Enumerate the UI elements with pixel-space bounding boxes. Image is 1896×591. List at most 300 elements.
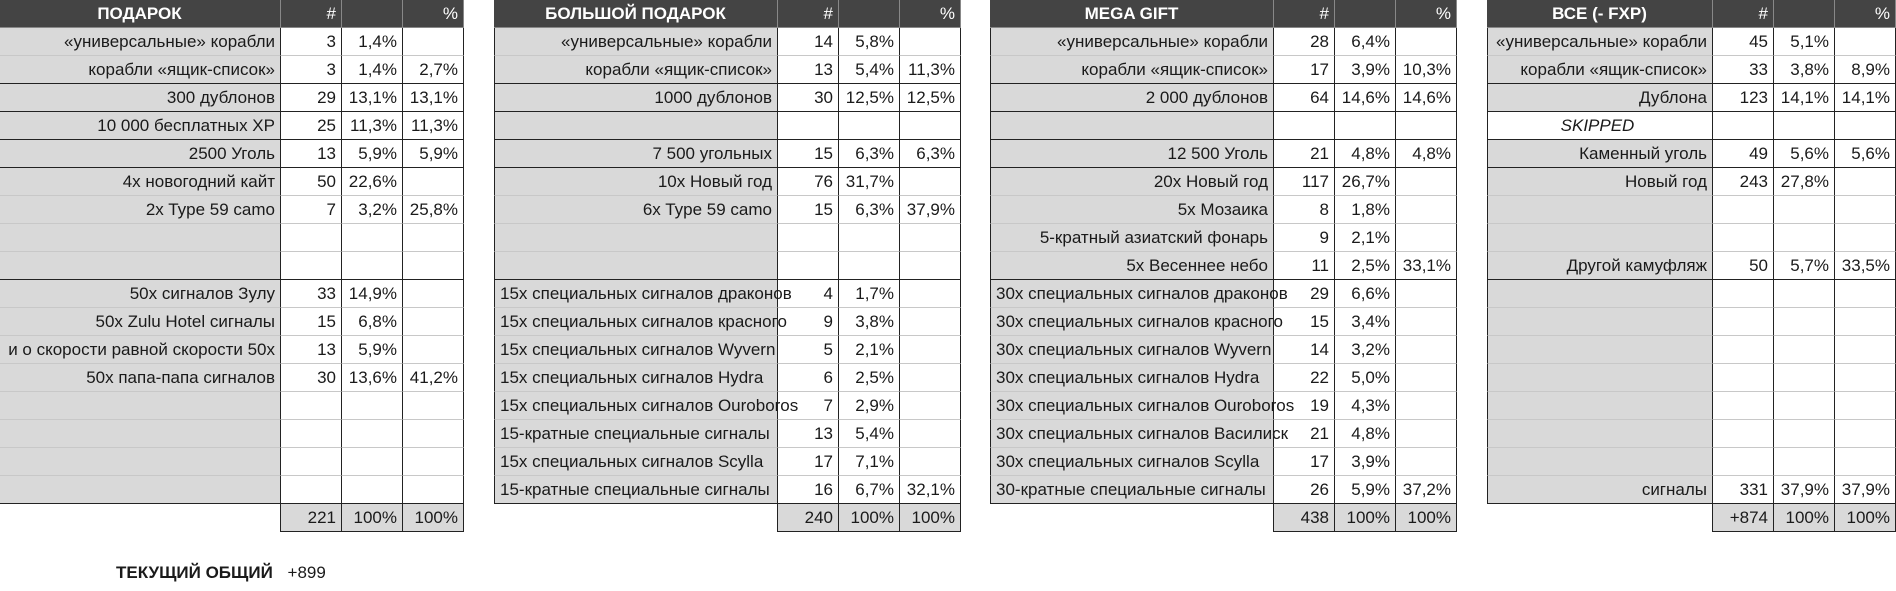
row-count: 33 bbox=[1713, 56, 1774, 84]
table-gift bbox=[0, 0, 464, 532]
row-name: Каменный уголь bbox=[1487, 140, 1713, 168]
row-count: 11 bbox=[1274, 252, 1335, 280]
row-percent: 5,6% bbox=[1774, 140, 1835, 168]
row-name: 50x сигналов Зулу bbox=[0, 280, 281, 308]
total-spacer bbox=[0, 504, 281, 532]
table-row bbox=[0, 140, 464, 168]
row-count bbox=[1713, 224, 1774, 252]
row-group-percent bbox=[403, 308, 464, 336]
row-count: 5 bbox=[778, 336, 839, 364]
row-count bbox=[778, 224, 839, 252]
row-percent: 3,9% bbox=[1335, 448, 1396, 476]
row-count: 14 bbox=[1274, 336, 1335, 364]
total-group-percent: 100% bbox=[1835, 504, 1896, 532]
row-count: 13 bbox=[281, 140, 342, 168]
row-group-percent: 5,6% bbox=[1835, 140, 1896, 168]
row-percent: 2,5% bbox=[1335, 252, 1396, 280]
row-percent: 2,1% bbox=[1335, 224, 1396, 252]
row-group-percent bbox=[1396, 448, 1457, 476]
row-percent bbox=[342, 476, 403, 504]
row-count: 243 bbox=[1713, 168, 1774, 196]
column-header-count: # bbox=[778, 0, 839, 28]
row-percent bbox=[1774, 112, 1835, 140]
row-percent bbox=[1774, 308, 1835, 336]
row-percent: 13,1% bbox=[342, 84, 403, 112]
row-count: 14 bbox=[778, 28, 839, 56]
row-percent: 5,0% bbox=[1335, 364, 1396, 392]
row-group-percent bbox=[900, 252, 961, 280]
total-count: +874 bbox=[1713, 504, 1774, 532]
row-group-percent bbox=[900, 336, 961, 364]
row-group-percent bbox=[1396, 196, 1457, 224]
row-count bbox=[1713, 112, 1774, 140]
row-name: 30x специальных сигналов драконов bbox=[990, 280, 1274, 308]
column-header-count: # bbox=[1713, 0, 1774, 28]
row-count: 29 bbox=[1274, 280, 1335, 308]
row-count: 16 bbox=[778, 476, 839, 504]
row-group-percent: 33,1% bbox=[1396, 252, 1457, 280]
row-name bbox=[1487, 280, 1713, 308]
row-name bbox=[494, 112, 778, 140]
row-name: 5x Мозаика bbox=[990, 196, 1274, 224]
row-group-percent bbox=[1396, 28, 1457, 56]
row-count: 15 bbox=[778, 140, 839, 168]
row-group-percent bbox=[403, 448, 464, 476]
row-percent: 3,8% bbox=[1774, 56, 1835, 84]
table-row bbox=[1487, 392, 1896, 420]
row-name: 15x специальных сигналов Hydra bbox=[494, 364, 778, 392]
row-group-percent bbox=[1396, 168, 1457, 196]
row-name: 30x специальных сигналов красного bbox=[990, 308, 1274, 336]
row-count: 64 bbox=[1274, 84, 1335, 112]
row-percent: 37,9% bbox=[1774, 476, 1835, 504]
row-percent: 1,7% bbox=[839, 280, 900, 308]
row-name: Новый год bbox=[1487, 168, 1713, 196]
row-name bbox=[1487, 420, 1713, 448]
table-row bbox=[0, 280, 464, 308]
row-name bbox=[0, 224, 281, 252]
row-percent: 1,8% bbox=[1335, 196, 1396, 224]
table-row bbox=[1487, 56, 1896, 84]
table-row bbox=[990, 28, 1457, 56]
row-group-percent bbox=[900, 420, 961, 448]
row-count: 7 bbox=[281, 196, 342, 224]
table-row bbox=[494, 476, 961, 504]
row-percent bbox=[1774, 336, 1835, 364]
row-count bbox=[281, 224, 342, 252]
row-percent: 2,1% bbox=[839, 336, 900, 364]
table-row bbox=[494, 84, 961, 112]
row-count: 13 bbox=[778, 56, 839, 84]
table-row bbox=[990, 448, 1457, 476]
row-name: 15x специальных сигналов Ouroboros bbox=[494, 392, 778, 420]
row-group-percent bbox=[1396, 420, 1457, 448]
total-spacer bbox=[990, 504, 1274, 532]
table-row bbox=[494, 448, 961, 476]
table-header bbox=[1487, 0, 1896, 28]
table-row bbox=[1487, 280, 1896, 308]
table-header bbox=[494, 0, 961, 28]
row-group-percent: 25,8% bbox=[403, 196, 464, 224]
row-group-percent bbox=[1835, 392, 1896, 420]
grand-total bbox=[116, 563, 326, 583]
row-count: 21 bbox=[1274, 420, 1335, 448]
row-name: 30x специальных сигналов Wyvern bbox=[990, 336, 1274, 364]
row-percent: 6,4% bbox=[1335, 28, 1396, 56]
row-count: 26 bbox=[1274, 476, 1335, 504]
table-row bbox=[990, 280, 1457, 308]
row-name: «универсальные» корабли bbox=[1487, 28, 1713, 56]
row-count bbox=[778, 252, 839, 280]
row-count: 29 bbox=[281, 84, 342, 112]
row-percent bbox=[342, 252, 403, 280]
row-name: 15-кратные специальные сигналы bbox=[494, 420, 778, 448]
row-percent: 6,3% bbox=[839, 140, 900, 168]
row-name bbox=[0, 420, 281, 448]
row-name: Другой камуфляж bbox=[1487, 252, 1713, 280]
row-percent bbox=[1774, 420, 1835, 448]
row-count: 19 bbox=[1274, 392, 1335, 420]
total-group-percent: 100% bbox=[1396, 504, 1457, 532]
row-percent: 1,4% bbox=[342, 28, 403, 56]
row-name: Дублона bbox=[1487, 84, 1713, 112]
row-group-percent: 10,3% bbox=[1396, 56, 1457, 84]
total-row bbox=[0, 504, 464, 532]
row-name: 15x специальных сигналов Wyvern bbox=[494, 336, 778, 364]
row-percent: 5,9% bbox=[342, 140, 403, 168]
row-group-percent bbox=[900, 28, 961, 56]
table-row bbox=[1487, 196, 1896, 224]
row-percent bbox=[342, 420, 403, 448]
row-count: 49 bbox=[1713, 140, 1774, 168]
row-percent: 5,9% bbox=[1335, 476, 1396, 504]
row-percent: 6,3% bbox=[839, 196, 900, 224]
column-header-empty bbox=[839, 0, 900, 28]
row-name: и о скорости равной скорости 50x bbox=[0, 336, 281, 364]
table-row bbox=[0, 168, 464, 196]
table-row bbox=[990, 112, 1457, 140]
row-count: 117 bbox=[1274, 168, 1335, 196]
row-percent bbox=[342, 448, 403, 476]
row-name: 30x специальных сигналов Scylla bbox=[990, 448, 1274, 476]
row-name bbox=[0, 252, 281, 280]
row-count: 7 bbox=[778, 392, 839, 420]
table-row bbox=[0, 56, 464, 84]
row-percent: 26,7% bbox=[1335, 168, 1396, 196]
row-name: 10 000 бесплатных XP bbox=[0, 112, 281, 140]
row-count: 28 bbox=[1274, 28, 1335, 56]
table-row bbox=[494, 196, 961, 224]
total-group-percent: 100% bbox=[403, 504, 464, 532]
row-name: 2x Type 59 camo bbox=[0, 196, 281, 224]
grand-total-value: +899 bbox=[287, 563, 326, 582]
row-percent bbox=[1335, 112, 1396, 140]
row-name: 30-кратные специальные сигналы bbox=[990, 476, 1274, 504]
row-count: 15 bbox=[281, 308, 342, 336]
table-row bbox=[990, 364, 1457, 392]
row-percent: 5,9% bbox=[342, 336, 403, 364]
row-percent bbox=[1774, 448, 1835, 476]
total-row bbox=[990, 504, 1457, 532]
row-name bbox=[0, 476, 281, 504]
column-header-empty bbox=[342, 0, 403, 28]
table-row bbox=[0, 392, 464, 420]
row-count bbox=[281, 448, 342, 476]
row-count bbox=[281, 420, 342, 448]
row-count bbox=[1713, 308, 1774, 336]
row-count: 30 bbox=[281, 364, 342, 392]
table-row bbox=[1487, 112, 1896, 140]
row-name: 10x Новый год bbox=[494, 168, 778, 196]
row-count bbox=[778, 112, 839, 140]
row-name: 2 000 дублонов bbox=[990, 84, 1274, 112]
row-count: 8 bbox=[1274, 196, 1335, 224]
row-percent: 12,5% bbox=[839, 84, 900, 112]
row-percent: 6,8% bbox=[342, 308, 403, 336]
row-percent: 7,1% bbox=[839, 448, 900, 476]
table-row bbox=[494, 28, 961, 56]
row-group-percent bbox=[1835, 28, 1896, 56]
row-name: 15x специальных сигналов красного bbox=[494, 308, 778, 336]
row-percent: 5,7% bbox=[1774, 252, 1835, 280]
row-count: 9 bbox=[1274, 224, 1335, 252]
row-count: 15 bbox=[1274, 308, 1335, 336]
row-count: 21 bbox=[1274, 140, 1335, 168]
row-name: 50x Zulu Hotel сигналы bbox=[0, 308, 281, 336]
row-percent: 2,5% bbox=[839, 364, 900, 392]
table-row bbox=[1487, 476, 1896, 504]
row-group-percent bbox=[1396, 308, 1457, 336]
table-row bbox=[494, 140, 961, 168]
table-row bbox=[990, 196, 1457, 224]
table-row bbox=[990, 252, 1457, 280]
row-name: 7 500 угольных bbox=[494, 140, 778, 168]
row-name: корабли «ящик-список» bbox=[0, 56, 281, 84]
row-name bbox=[494, 252, 778, 280]
row-percent bbox=[1774, 392, 1835, 420]
row-group-percent bbox=[403, 280, 464, 308]
row-group-percent bbox=[1835, 364, 1896, 392]
row-name bbox=[990, 112, 1274, 140]
table-row bbox=[990, 392, 1457, 420]
total-count: 221 bbox=[281, 504, 342, 532]
column-header-percent: % bbox=[1396, 0, 1457, 28]
total-group-percent: 100% bbox=[900, 504, 961, 532]
row-group-percent: 2,7% bbox=[403, 56, 464, 84]
row-count: 50 bbox=[281, 168, 342, 196]
row-count: 45 bbox=[1713, 28, 1774, 56]
row-count bbox=[1713, 280, 1774, 308]
row-group-percent bbox=[403, 336, 464, 364]
table-title: MEGA GIFT bbox=[990, 0, 1274, 28]
row-group-percent bbox=[900, 392, 961, 420]
row-group-percent bbox=[1396, 224, 1457, 252]
row-name bbox=[0, 392, 281, 420]
row-group-percent: 41,2% bbox=[403, 364, 464, 392]
table-row bbox=[990, 168, 1457, 196]
row-percent: 2,9% bbox=[839, 392, 900, 420]
row-group-percent bbox=[900, 308, 961, 336]
table-row bbox=[990, 140, 1457, 168]
row-percent: 1,4% bbox=[342, 56, 403, 84]
row-percent: 31,7% bbox=[839, 168, 900, 196]
row-count: 6 bbox=[778, 364, 839, 392]
row-name: 15x специальных сигналов Scylla bbox=[494, 448, 778, 476]
row-group-percent: 5,9% bbox=[403, 140, 464, 168]
row-percent: 3,4% bbox=[1335, 308, 1396, 336]
row-percent: 6,7% bbox=[839, 476, 900, 504]
row-name: корабли «ящик-список» bbox=[1487, 56, 1713, 84]
row-group-percent: 4,8% bbox=[1396, 140, 1457, 168]
table-row bbox=[494, 56, 961, 84]
row-percent bbox=[342, 392, 403, 420]
row-percent: 3,9% bbox=[1335, 56, 1396, 84]
table-row bbox=[0, 448, 464, 476]
row-name bbox=[1487, 336, 1713, 364]
row-percent: 6,6% bbox=[1335, 280, 1396, 308]
row-percent: 5,4% bbox=[839, 420, 900, 448]
row-group-percent: 14,1% bbox=[1835, 84, 1896, 112]
row-name: 12 500 Уголь bbox=[990, 140, 1274, 168]
row-count: 22 bbox=[1274, 364, 1335, 392]
row-percent bbox=[1774, 280, 1835, 308]
row-percent bbox=[1774, 196, 1835, 224]
table-row bbox=[990, 308, 1457, 336]
row-name bbox=[1487, 392, 1713, 420]
row-count bbox=[1713, 448, 1774, 476]
table-title: БОЛЬШОЙ ПОДАРОК bbox=[494, 0, 778, 28]
column-header-percent: % bbox=[900, 0, 961, 28]
row-name bbox=[1487, 364, 1713, 392]
table-row bbox=[0, 364, 464, 392]
row-name bbox=[1487, 224, 1713, 252]
table-mega bbox=[990, 0, 1457, 532]
row-count: 13 bbox=[778, 420, 839, 448]
total-percent: 100% bbox=[839, 504, 900, 532]
row-percent: 14,9% bbox=[342, 280, 403, 308]
row-name: 1000 дублонов bbox=[494, 84, 778, 112]
row-name bbox=[494, 224, 778, 252]
row-count: 123 bbox=[1713, 84, 1774, 112]
table-row bbox=[1487, 364, 1896, 392]
row-group-percent: 14,6% bbox=[1396, 84, 1457, 112]
row-percent bbox=[839, 252, 900, 280]
row-percent: 5,8% bbox=[839, 28, 900, 56]
row-count bbox=[1274, 112, 1335, 140]
column-header-count: # bbox=[281, 0, 342, 28]
table-row bbox=[494, 224, 961, 252]
row-name: сигналы bbox=[1487, 476, 1713, 504]
row-name: 15-кратные специальные сигналы bbox=[494, 476, 778, 504]
row-percent: 4,3% bbox=[1335, 392, 1396, 420]
total-spacer bbox=[1487, 504, 1713, 532]
table-row bbox=[494, 336, 961, 364]
total-percent: 100% bbox=[1774, 504, 1835, 532]
row-count: 33 bbox=[281, 280, 342, 308]
table-row bbox=[990, 56, 1457, 84]
table-row bbox=[0, 308, 464, 336]
row-group-percent: 11,3% bbox=[403, 112, 464, 140]
row-group-percent bbox=[403, 168, 464, 196]
table-header bbox=[990, 0, 1457, 28]
row-percent: 3,2% bbox=[342, 196, 403, 224]
column-header-empty bbox=[1774, 0, 1835, 28]
row-group-percent: 12,5% bbox=[900, 84, 961, 112]
row-group-percent bbox=[900, 280, 961, 308]
table-row bbox=[1487, 308, 1896, 336]
row-group-percent bbox=[1396, 364, 1457, 392]
row-group-percent bbox=[900, 364, 961, 392]
row-count: 17 bbox=[1274, 448, 1335, 476]
table-row bbox=[494, 280, 961, 308]
row-percent: 5,1% bbox=[1774, 28, 1835, 56]
row-group-percent bbox=[1396, 336, 1457, 364]
table-row bbox=[990, 476, 1457, 504]
column-header-percent: % bbox=[403, 0, 464, 28]
total-count: 438 bbox=[1274, 504, 1335, 532]
row-group-percent bbox=[403, 476, 464, 504]
table-row bbox=[0, 252, 464, 280]
row-name: 6x Type 59 camo bbox=[494, 196, 778, 224]
row-count bbox=[281, 252, 342, 280]
table-row bbox=[0, 84, 464, 112]
row-count bbox=[1713, 336, 1774, 364]
row-group-percent bbox=[1396, 112, 1457, 140]
total-percent: 100% bbox=[1335, 504, 1396, 532]
row-count: 30 bbox=[778, 84, 839, 112]
row-count: 331 bbox=[1713, 476, 1774, 504]
row-name: 50x папа-папа сигналов bbox=[0, 364, 281, 392]
table-row bbox=[0, 336, 464, 364]
total-spacer bbox=[494, 504, 778, 532]
table-title: ВСЕ (- FXP) bbox=[1487, 0, 1713, 28]
row-percent: 4,8% bbox=[1335, 420, 1396, 448]
table-row bbox=[494, 112, 961, 140]
row-name: 30x специальных сигналов Hydra bbox=[990, 364, 1274, 392]
table-row bbox=[1487, 448, 1896, 476]
row-count: 15 bbox=[778, 196, 839, 224]
row-group-percent bbox=[403, 224, 464, 252]
table-row bbox=[990, 420, 1457, 448]
table-row bbox=[1487, 28, 1896, 56]
table-row bbox=[0, 196, 464, 224]
row-group-percent: 37,9% bbox=[900, 196, 961, 224]
row-count bbox=[281, 392, 342, 420]
table-row bbox=[494, 392, 961, 420]
total-count: 240 bbox=[778, 504, 839, 532]
row-group-percent: 37,9% bbox=[1835, 476, 1896, 504]
row-percent: 27,8% bbox=[1774, 168, 1835, 196]
row-group-percent bbox=[1835, 280, 1896, 308]
row-group-percent bbox=[403, 28, 464, 56]
row-group-percent: 32,1% bbox=[900, 476, 961, 504]
row-percent: 14,6% bbox=[1335, 84, 1396, 112]
row-count: 17 bbox=[778, 448, 839, 476]
row-percent bbox=[839, 224, 900, 252]
row-count: 50 bbox=[1713, 252, 1774, 280]
column-header-percent: % bbox=[1835, 0, 1896, 28]
table-row bbox=[1487, 224, 1896, 252]
table-row bbox=[1487, 420, 1896, 448]
row-percent: 5,4% bbox=[839, 56, 900, 84]
row-group-percent bbox=[900, 112, 961, 140]
row-group-percent bbox=[1396, 392, 1457, 420]
row-name bbox=[1487, 448, 1713, 476]
row-group-percent bbox=[1835, 308, 1896, 336]
table-title: ПОДАРОК bbox=[0, 0, 281, 28]
row-group-percent bbox=[403, 392, 464, 420]
row-group-percent bbox=[1835, 224, 1896, 252]
